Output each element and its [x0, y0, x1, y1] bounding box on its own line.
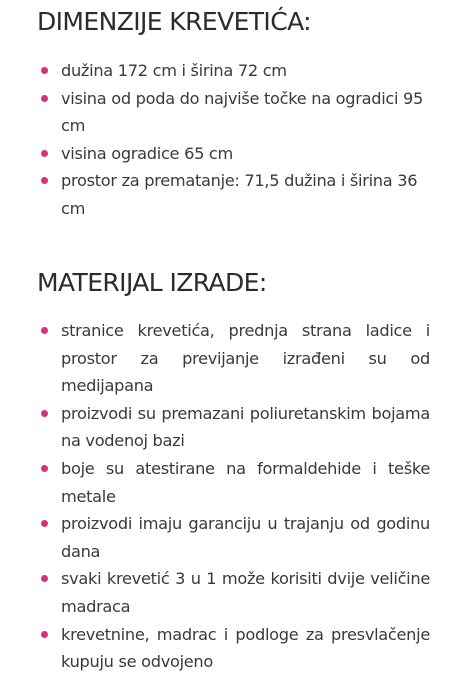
list-item-text: visina ogradice 65 cm	[61, 143, 233, 163]
materials-heading: MATERIJAL IZRADE:	[37, 268, 267, 297]
dimensions-list	[40, 57, 430, 223]
list-item-text: krevetnine, madrac i podloge za presvlačenje kupuju se odvojeno	[61, 624, 430, 672]
list-item	[40, 510, 430, 565]
list-item	[40, 57, 430, 85]
list-item	[40, 140, 430, 168]
list-item	[40, 167, 430, 222]
list-item	[40, 621, 430, 676]
bullet-icon	[41, 67, 48, 74]
list-item-text: boje su atestirane na formaldehide i teške metale	[61, 458, 430, 506]
list-item	[40, 455, 430, 510]
list-item-text: proizvodi imaju garanciju u trajanju od godinu dana	[61, 514, 430, 561]
list-item	[40, 317, 430, 400]
bullet-icon	[41, 177, 48, 184]
bullet-icon	[41, 631, 48, 638]
list-item	[40, 565, 430, 620]
list-item-text: proizvodi su premazani poliuretanskim bojama na vodenoj bazi	[61, 403, 430, 451]
list-item	[40, 85, 430, 140]
list-item	[40, 400, 430, 455]
bullet-icon	[41, 575, 48, 582]
bullet-icon	[41, 410, 48, 417]
materials-list	[40, 317, 430, 676]
bullet-icon	[41, 150, 48, 157]
dimensions-heading: DIMENZIJE KREVETIĆA:	[37, 7, 311, 36]
list-item-text: stranice krevetića, prednja strana ladice i prostor za previjanje izrađeni su od medijapana	[61, 321, 430, 396]
list-item-text: dužina 172 cm i širina 72 cm	[61, 61, 287, 80]
list-item-text: svaki krevetić 3 u 1 može korisiti dvije veličine madraca	[61, 569, 430, 616]
bullet-icon	[41, 327, 48, 334]
bullet-icon	[41, 465, 48, 472]
list-item-text: visina od poda do najviše točke na ogradici 95 cm	[61, 88, 424, 136]
bullet-icon	[41, 520, 48, 527]
bullet-icon	[41, 95, 48, 102]
list-item-text: prostor za prematanje: 71,5 dužina i širina 36 cm	[61, 171, 418, 218]
